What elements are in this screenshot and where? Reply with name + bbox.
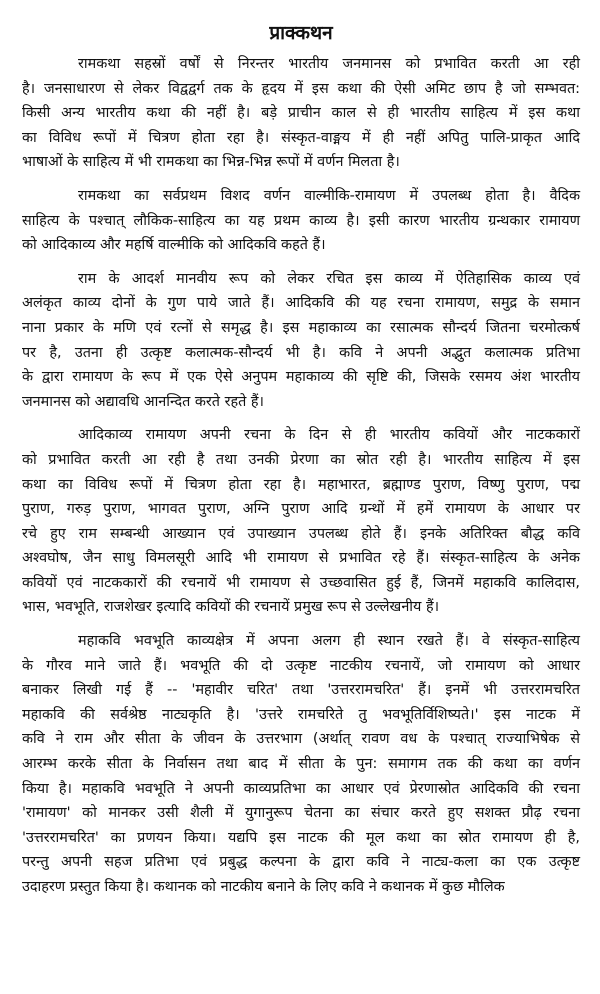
page-title: प्राक्कथन: [269, 22, 333, 44]
paragraph: [22, 267, 580, 415]
text-line: कवि ने राम और सीता के जीवन के उत्तरभाग (अर्थात् रावण वध के पश्चात् राज्याभिषेक से: [22, 731, 580, 748]
text-line: आरम्भ करके सीता के निर्वासन तथा बाद में सीता के पुन: समागम तक की कथा का वर्णन: [22, 756, 580, 773]
body-text: [22, 52, 580, 900]
text-line: रचे हुए राम सम्बन्धी आख्यान एवं उपाख्यान उपलब्ध होते हैं। इनके अतिरिक्त बौद्ध कवि: [22, 525, 580, 542]
paragraph: [22, 52, 580, 175]
text-line: के द्वारा रामायण के रूप में एक ऐसे अनुपम महाकाव्य की सृष्टि की, जिसके रसमय अंश भारतीय: [22, 369, 580, 386]
text-line: साहित्य के पश्चात् लौकिक-साहित्य का यह प्रथम काव्य है। इसी कारण भारतीय ग्रन्थकार रामायण: [22, 212, 580, 229]
text-line: भाषाओं के साहित्य में भी रामकथा का भिन्न-भिन्न रूपों में वर्णन मिलता है।: [22, 154, 400, 171]
text-line: का विविध रूपों में चित्रण होता रहा है। संस्कृत-वाङ्मय में ही नहीं अपितु पालि-प्राकृत आदि: [22, 129, 580, 146]
text-line: महाकवि भवभूति काव्यक्षेत्र में अपना अलग ही स्थान रखते हैं। वे संस्कृत-साहित्य: [78, 633, 580, 650]
text-line: किसी अन्य भारतीय कथा की नहीं है। बड़े प्राचीन काल से ही भारतीय साहित्य में इस कथा: [22, 105, 580, 122]
paragraph: [22, 423, 580, 620]
text-line: महाकवि की सर्वश्रेष्ठ नाट्यकृति है। 'उत्तरे रामचरिते तु भवभूतिर्विशिष्यते।' इस नाटक में: [22, 706, 580, 723]
text-line: पर है, उतना ही उत्कृष्ट कलात्मक-सौन्दर्य भी है। कवि ने अपनी अद्भुत कलात्मक प्रतिभा: [22, 344, 580, 361]
text-line: रामकथा का सर्वप्रथम विशद वर्णन वाल्मीकि-रामायण में उपलब्ध होता है। वैदिक: [78, 187, 580, 204]
text-line: अश्वघोष, जैन साधु विमलसूरी आदि भी रामायण से प्रभावित रहे हैं। संस्कृत-साहित्य के अनेक: [22, 550, 580, 567]
text-line: को आदिकाव्य और महर्षि वाल्मीकि को आदिकवि कहते हैं।: [22, 237, 326, 254]
text-line: जनमानस को अद्यावधि आनन्दित करते रहते हैं।: [22, 393, 264, 410]
text-line: राम के आदर्श मानवीय रूप को लेकर रचित इस काव्य में ऐतिहासिक काव्य एवं: [78, 270, 580, 287]
text-line: उदाहरण प्रस्तुत किया है। कथानक को नाटकीय बनाने के लिए कवि ने कथानक में कुछ मौलिक: [22, 879, 505, 895]
text-line: 'रामायण' को मानकर उसी शैली में युगानुरूप चेतना का संचार करते हुए सशक्त प्रौढ़ रचना: [22, 805, 580, 822]
text-line: किया है। महाकवि भवभूति ने अपनी काव्यप्रतिभा का आधार एवं प्रेरणास्रोत आदिकवि की रचना: [22, 780, 580, 797]
text-line: अलंकृत काव्य दोनों के गुण पाये जाते हैं। आदिकवि की यह रचना रामायण, समुद्र के समान: [22, 295, 580, 312]
text-line: रामकथा सहस्रों वर्षों से निरन्तर भारतीय जनमानस को प्रभावित करती आ रही: [78, 56, 580, 72]
text-line: कथा का विविध रूपों में चित्रण होता रहा है। महाभारत, ब्रह्माण्ड पुराण, विष्णु पुराण, पद्म: [22, 476, 580, 493]
text-line: के गौरव माने जाते हैं। भवभूति की दो उत्कृष्ट नाटकीय रचनायें, जो रामायण को आधार: [22, 657, 580, 674]
text-line: पुराण, गरुड़ पुराण, भागवत पुराण, अग्नि पुराण आदि ग्रन्थों में हमें रामायण के आधार पर: [22, 501, 580, 518]
text-line: आदिकाव्य रामायण अपनी रचना के दिन से ही भारतीय कवियों और नाटककारों: [78, 427, 580, 444]
text-line: बनाकर लिखी गई हैं -- 'महावीर चरित' तथा 'उत्तररामचरित' हैं। इनमें भी उत्तररामचरित: [22, 682, 580, 699]
text-line: नाना प्रकार के मणि एवं रत्नों से समृद्ध है। इस महाकाव्य का रसात्मक सौन्दर्य जितना चरमोत्कर्ष: [22, 319, 580, 336]
text-line: भास, भवभूति, राजशेखर इत्यादि कवियों की रचनायें प्रमुख रूप से उल्लेखनीय हैं।: [22, 599, 440, 616]
paragraph: [22, 184, 580, 258]
text-line: 'उत्तररामचरित' का प्रणयन किया। यद्यपि इस नाटक की मूल कथा का स्रोत रामायण ही है,: [22, 829, 580, 846]
text-line: कवियों एवं नाटककारों की रचनायें भी रामायण से उच्छवासित हुई हैं, जिनमें महाकवि कालिदास,: [22, 574, 580, 591]
paragraph: [22, 629, 580, 900]
text-line: है। जनसाधारण से लेकर विद्वद्वर्ग तक के हृदय में इस कथा की ऐसी अमिट छाप है जो सम्भवत:: [22, 80, 580, 97]
text-line: परन्तु अपनी सहज प्रतिभा एवं प्रबुद्ध कल्पना के द्वारा कवि ने नाट्य-कला का एक उत्कृष्ट: [22, 854, 580, 871]
text-line: को प्रभावित करती आ रही है तथा उनकी प्रेरणा का स्रोत रही है। भारतीय साहित्य में इस: [22, 451, 580, 468]
